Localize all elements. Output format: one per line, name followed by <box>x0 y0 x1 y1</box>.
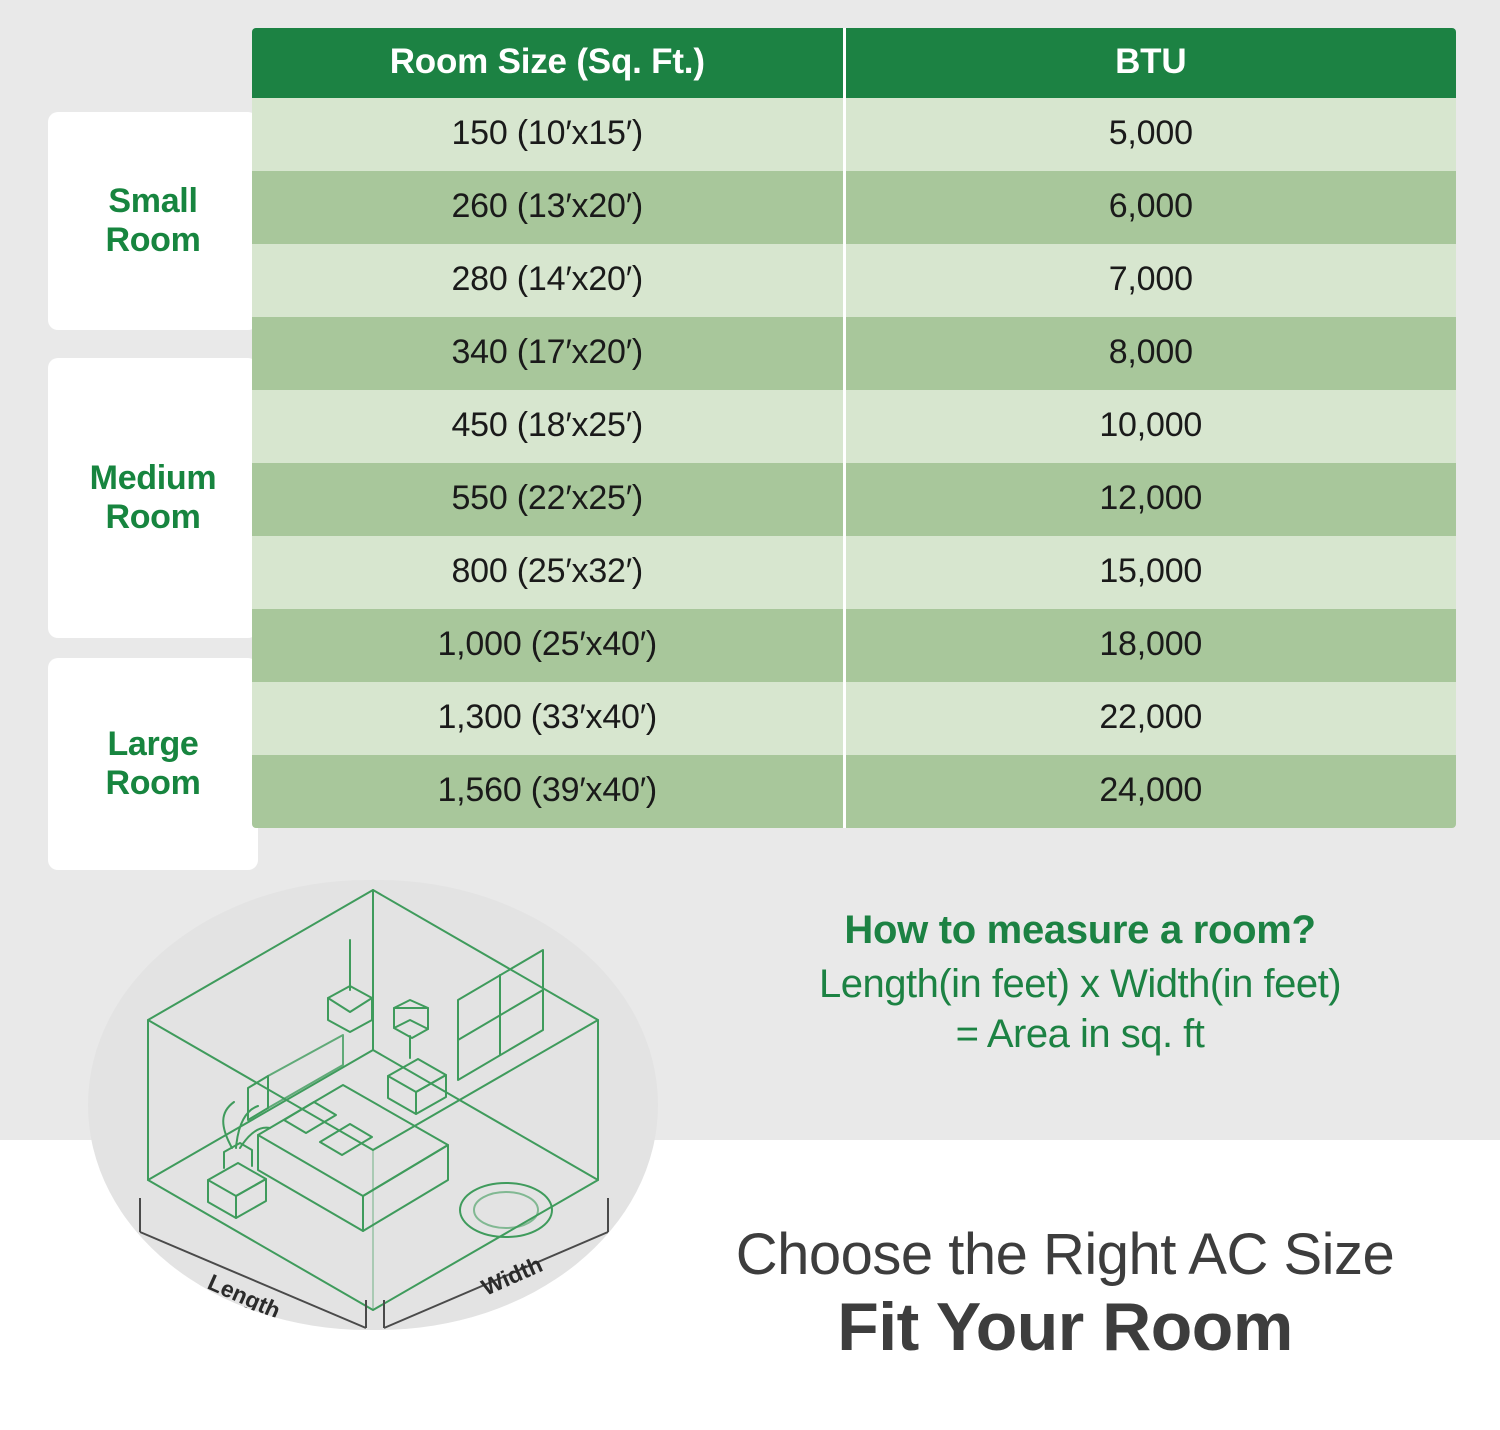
how-to-measure-formula: Length(in feet) x Width(in feet) <box>818 962 1342 1006</box>
how-to-measure-result: = Area in sq. ft <box>955 1012 1205 1056</box>
cell-btu: 7,000 <box>844 244 1456 317</box>
cell-btu: 24,000 <box>844 755 1456 828</box>
cell-room-size: 340 (17′x20′) <box>252 317 844 390</box>
headline-block <box>660 1222 1470 1365</box>
cell-btu: 6,000 <box>844 171 1456 244</box>
category-card-medium-room <box>48 358 258 638</box>
table-row <box>252 682 1456 755</box>
table-row <box>252 244 1456 317</box>
headline-line-1: Choose the Right AC Size <box>735 1222 1395 1287</box>
cell-room-size: 1,300 (33′x40′) <box>252 682 844 755</box>
cell-btu: 18,000 <box>844 609 1456 682</box>
cell-btu: 12,000 <box>844 463 1456 536</box>
column-header-room-size: Room Size (Sq. Ft.) <box>252 28 844 98</box>
category-card-small-room <box>48 112 258 330</box>
headline-line-2: Fit Your Room <box>837 1288 1293 1365</box>
cell-btu: 10,000 <box>844 390 1456 463</box>
cell-room-size: 800 (25′x32′) <box>252 536 844 609</box>
table-row <box>252 171 1456 244</box>
category-label-medium-room: Medium Room <box>89 458 217 536</box>
cell-btu: 8,000 <box>844 317 1456 390</box>
btu-table <box>252 28 1456 828</box>
table-row <box>252 536 1456 609</box>
table-row <box>252 609 1456 682</box>
cell-room-size: 150 (10′x15′) <box>252 98 844 171</box>
cell-room-size: 280 (14′x20′) <box>252 244 844 317</box>
table-row <box>252 390 1456 463</box>
cell-room-size: 550 (22′x25′) <box>252 463 844 536</box>
category-card-large-room <box>48 658 258 870</box>
how-to-measure-title: How to measure a room? <box>844 908 1316 952</box>
cell-btu: 22,000 <box>844 682 1456 755</box>
cell-btu: 5,000 <box>844 98 1456 171</box>
room-illustration <box>88 880 658 1330</box>
cell-room-size: 1,560 (39′x40′) <box>252 755 844 828</box>
how-to-measure-block <box>700 908 1460 1059</box>
cell-room-size: 260 (13′x20′) <box>252 171 844 244</box>
column-header-btu: BTU <box>844 28 1456 98</box>
cell-room-size: 1,000 (25′x40′) <box>252 609 844 682</box>
table-row <box>252 317 1456 390</box>
cell-btu: 15,000 <box>844 536 1456 609</box>
table-header-row <box>252 28 1456 98</box>
width-label: Width <box>477 1250 547 1301</box>
table-row <box>252 463 1456 536</box>
cell-room-size: 450 (18′x25′) <box>252 390 844 463</box>
category-label-large-room: Large Room <box>105 724 201 802</box>
table-row <box>252 98 1456 171</box>
isometric-room-icon <box>88 880 658 1330</box>
table-row <box>252 755 1456 828</box>
category-label-small-room: Small Room <box>105 181 201 259</box>
length-label: Length <box>203 1268 285 1324</box>
